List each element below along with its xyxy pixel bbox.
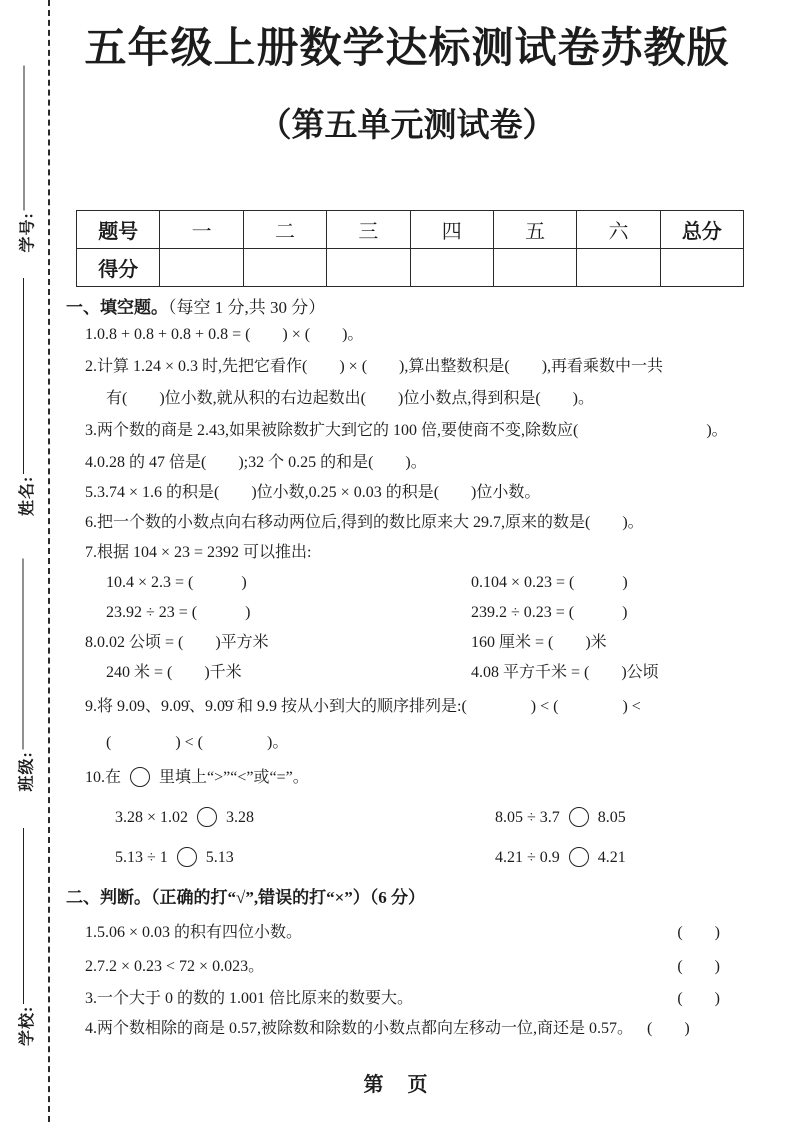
score-table-header-cell: 二	[243, 211, 326, 249]
student-id-label: 学号:	[19, 212, 36, 253]
comparison-item: 5.13 ÷ 1 5.13	[115, 849, 234, 866]
question-10-row-2	[66, 847, 748, 869]
section-judge-heading: 二、判断。（正确的打“√”,错误的打“×”）（6 分）	[66, 888, 426, 907]
paper-title: 五年级上册数学达标测试卷苏教版	[84, 24, 730, 71]
class-label: 班级:	[18, 751, 35, 792]
comparison-circle-icon	[177, 847, 197, 867]
score-cell	[660, 249, 743, 287]
question-10-row-1	[66, 807, 748, 829]
score-cell	[160, 249, 243, 287]
class-write-line	[23, 559, 24, 750]
comparison-circle-icon	[569, 807, 589, 827]
judge-answer-blank: ( )	[677, 958, 720, 975]
question-3: 3.两个数的商是 2.43,如果被除数扩大到它的 100 倍,要使商不变,除数应( )。	[85, 422, 728, 439]
comparison-item: 4.21 ÷ 0.9 4.21	[495, 849, 626, 866]
student-id-write-line	[24, 66, 25, 211]
question-9-line-1: 9.将 9.09、9.09̇、9.0̇9̇ 和 9.9 按从小到大的顺序排列是:( ) < ( ) <	[85, 698, 641, 715]
question-6: 6.把一个数的小数点向右移动两位后,得到的数比原来大 29.7,原来的数是( )。	[85, 514, 644, 531]
score-table-header-cell: 一	[160, 211, 243, 249]
question-8-item: 4.08 平方千米 = ( )公顷	[471, 664, 659, 681]
comparison-item: 8.05 ÷ 3.7 8.05	[495, 809, 626, 826]
question-7-item: 10.4 × 2.3 = ( )	[106, 574, 247, 591]
question-2-line-1: 2.计算 1.24 × 0.3 时,先把它看作( ) × ( ),算出整数积是( ),再看乘数中一共	[85, 358, 664, 375]
comparison-circle-icon	[130, 767, 150, 787]
paper-content	[66, 22, 748, 1039]
judge-item-2	[66, 957, 748, 977]
question-8-row-2	[66, 663, 748, 683]
question-4: 4.0.28 的 47 倍是( );32 个 0.25 的和是( )。	[85, 454, 427, 471]
section-fill-heading: 一、填空题。（每空 1 分,共 30 分）	[66, 298, 326, 317]
margin-field-class	[13, 559, 37, 792]
question-5: 5.3.74 × 1.6 的积是( )位小数,0.25 × 0.03 的积是( )位小数。	[85, 484, 541, 501]
name-label: 姓名:	[18, 475, 36, 516]
question-8-item: 240 米 = ( )千米	[106, 664, 242, 681]
question-1: 1.0.8 + 0.8 + 0.8 + 0.8 = ( ) × ( )。	[85, 326, 364, 343]
question-2-line-2: 有( )位小数,就从积的右边起数出( )位小数点,得到积是( )。	[106, 390, 594, 407]
score-table	[76, 210, 744, 287]
score-cell	[327, 249, 410, 287]
score-table-header-cell: 四	[410, 211, 493, 249]
margin-field-school	[13, 828, 37, 1046]
judge-item-3	[66, 989, 748, 1009]
school-label: 学校:	[18, 1005, 36, 1046]
score-table-header-cell: 三	[327, 211, 410, 249]
comparison-circle-icon	[569, 847, 589, 867]
comparison-circle-icon	[197, 807, 217, 827]
score-row-label: 得分	[77, 249, 160, 287]
score-cell	[493, 249, 576, 287]
cut-line	[48, 0, 50, 1122]
judge-item-4	[66, 1019, 748, 1039]
score-cell	[243, 249, 326, 287]
question-7-intro: 7.根据 104 × 23 = 2392 可以推出:	[85, 544, 312, 561]
judge-text: 4.两个数相除的商是 0.57,被除数和除数的小数点都向左移动一位,商还是 0.57。	[85, 1020, 634, 1037]
margin-field-student-id	[14, 66, 38, 253]
question-8-item: 160 厘米 = ( )米	[471, 634, 607, 651]
question-8-row-1	[66, 633, 748, 653]
score-table-header-cell: 题号	[77, 211, 160, 249]
judge-answer-blank: ( )	[677, 924, 720, 941]
question-7-row-1	[66, 573, 748, 593]
judge-text: 1.5.06 × 0.03 的积有四位小数。	[85, 924, 303, 941]
judge-answer-blank: ( )	[677, 990, 720, 1007]
question-7-item: 23.92 ÷ 23 = ( )	[106, 604, 251, 621]
question-7-row-2	[66, 603, 748, 623]
score-table-header-cell: 总分	[660, 211, 743, 249]
question-7-item: 0.104 × 0.23 = ( )	[471, 574, 628, 591]
name-write-line	[23, 278, 24, 474]
score-table-header-row	[77, 211, 744, 249]
page-footer: 第 页	[363, 1074, 430, 1096]
score-table-score-row	[77, 249, 744, 287]
question-7-item: 239.2 ÷ 0.23 = ( )	[471, 604, 628, 621]
margin-field-name	[13, 278, 37, 516]
school-write-line	[23, 828, 24, 1004]
score-cell	[410, 249, 493, 287]
comparison-item: 3.28 × 1.02 3.28	[115, 809, 255, 826]
judge-text: 2.7.2 × 0.23 < 72 × 0.023。	[85, 958, 265, 975]
judge-item-1	[66, 923, 748, 943]
score-table-header-cell: 五	[493, 211, 576, 249]
score-table-header-cell: 六	[577, 211, 660, 249]
paper-subtitle: （第五单元测试卷）	[258, 106, 556, 143]
score-cell	[577, 249, 660, 287]
question-8-item: 8.0.02 公顷 = ( )平方米	[85, 634, 269, 651]
question-10-intro: 10.在 里填上“>”“<”或“=”。	[85, 769, 309, 786]
judge-text: 3.一个大于 0 的数的 1.001 倍比原来的数要大。	[85, 990, 414, 1007]
judge-answer-blank: ( )	[647, 1020, 690, 1037]
question-9-line-2: ( ) < ( )。	[106, 734, 289, 751]
